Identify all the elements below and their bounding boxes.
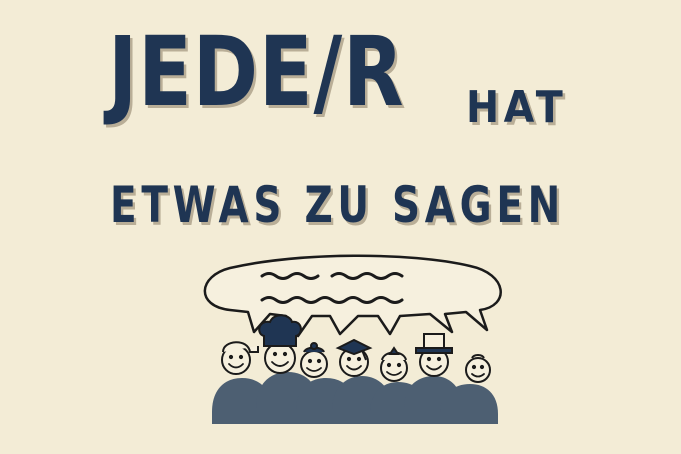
headline-jeder: JEDE/R: [108, 16, 405, 128]
people-bodies-icon: [212, 372, 498, 424]
headline-hat: HAT: [466, 82, 568, 133]
speech-bubble-icon: [205, 256, 501, 336]
group-speech-bubble-icon: [190, 248, 510, 448]
headline-etwas-zu-sagen: ETWAS ZU SAGEN: [110, 176, 565, 234]
